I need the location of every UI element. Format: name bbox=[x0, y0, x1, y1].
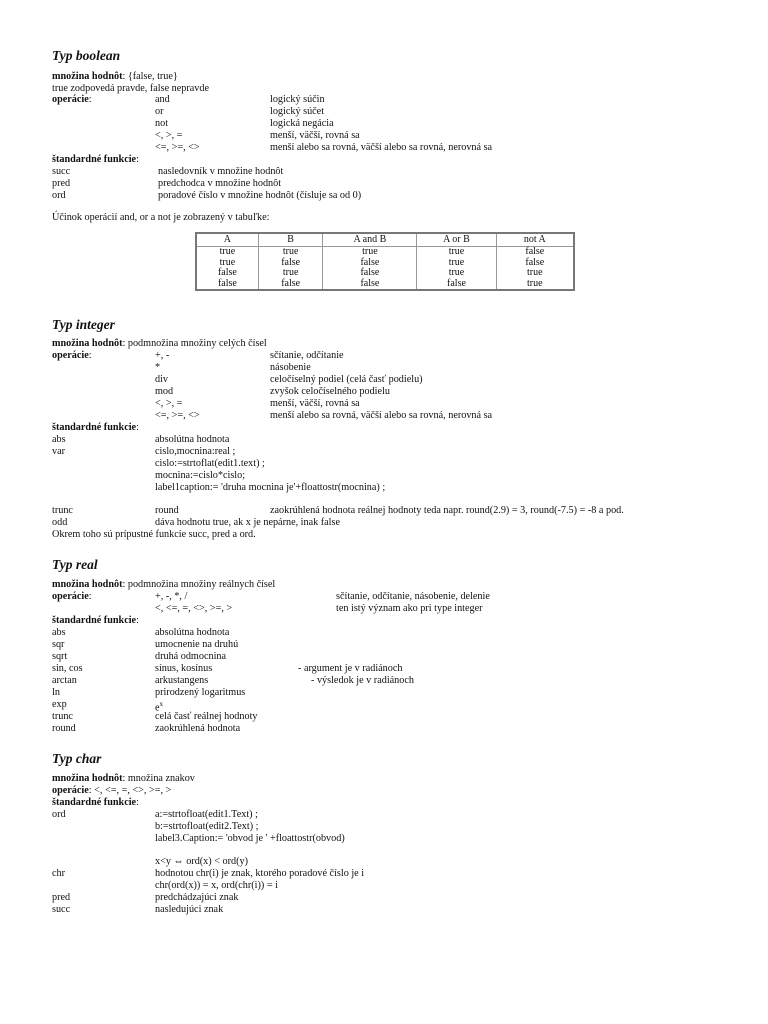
func-desc: absolútna hodnota bbox=[155, 434, 230, 445]
code-line: cislo,mocnina:real ; bbox=[155, 446, 236, 457]
table-cell: false bbox=[258, 279, 323, 291]
op-desc: zvyšok celočíselného podielu bbox=[270, 386, 390, 397]
table-cell: true bbox=[417, 258, 496, 269]
func-name: round bbox=[52, 723, 76, 734]
table-cell: false bbox=[417, 279, 496, 291]
func-desc: predchodca v množine hodnôt bbox=[158, 178, 282, 189]
boolean-title: Typ boolean bbox=[52, 48, 121, 63]
op-desc: ten istý význam ako pri type integer bbox=[336, 603, 483, 614]
table-cell: true bbox=[323, 247, 417, 258]
op-desc: logická negácia bbox=[270, 118, 334, 129]
op-name: or bbox=[155, 106, 164, 117]
table-cell: true bbox=[417, 247, 496, 258]
op-desc: sčítanie, odčítanie bbox=[270, 350, 344, 361]
op-name: and bbox=[155, 94, 170, 105]
func-name: pred bbox=[52, 178, 71, 189]
table-header: A bbox=[196, 233, 258, 247]
func-name: exp bbox=[52, 699, 67, 710]
char-title: Typ char bbox=[52, 751, 102, 766]
integer-set-line bbox=[52, 338, 267, 349]
func-name: sin, cos bbox=[52, 663, 83, 674]
exp-superscript: x bbox=[159, 700, 164, 708]
op-desc: násobenie bbox=[270, 362, 311, 373]
func-desc: hodnotou chr(i) je znak, ktorého poradové číslo je i bbox=[155, 868, 365, 879]
truth-table bbox=[195, 232, 575, 291]
func-name: var bbox=[52, 446, 66, 457]
integer-ops-label: operácie: bbox=[52, 350, 92, 361]
func-name: succ bbox=[52, 166, 71, 177]
op-name: * bbox=[155, 362, 161, 373]
func-name: trunc bbox=[52, 711, 73, 722]
table-cell: true bbox=[496, 268, 574, 279]
func-desc: umocnenie na druhú bbox=[155, 639, 239, 650]
table-cell: false bbox=[323, 258, 417, 269]
table-header-row bbox=[196, 233, 574, 247]
real-funcs-label: štandardné funkcie: bbox=[52, 615, 139, 626]
op-name: <, <=, =, <>, >=, > bbox=[155, 603, 233, 614]
table-intro: Účinok operácií and, or a not je zobrazený v tabuľke: bbox=[52, 212, 270, 223]
func-desc: poradové číslo v množine hodnôt (čísluje sa od 0) bbox=[158, 190, 362, 201]
func-name: trunc bbox=[52, 505, 73, 516]
table-cell: false bbox=[323, 279, 417, 291]
table-cell: true bbox=[496, 279, 574, 291]
func-name: arctan bbox=[52, 675, 77, 686]
func-name: abs bbox=[52, 434, 66, 445]
op-name: +, - bbox=[155, 350, 170, 361]
op-name: <, >, = bbox=[155, 130, 183, 141]
func-desc: druhá odmocnina bbox=[155, 651, 227, 662]
func-name: sqrt bbox=[52, 651, 68, 662]
func-desc: sínus, kosínus bbox=[155, 663, 213, 674]
op-desc: menší alebo sa rovná, väčší alebo sa rovná, nerovná sa bbox=[270, 410, 493, 421]
func-name: ord bbox=[52, 809, 66, 820]
char-funcs-label: štandardné funkcie: bbox=[52, 797, 139, 808]
table-cell: false bbox=[258, 258, 323, 269]
op-name: <=, >=, <> bbox=[155, 410, 200, 421]
func-desc: zaokrúhlená hodnota bbox=[155, 723, 241, 734]
func-name: odd bbox=[52, 517, 68, 528]
op-name: <=, >=, <> bbox=[155, 142, 200, 153]
func-desc: absolútna hodnota bbox=[155, 627, 230, 638]
set-value: : podmnožina množiny celých čísel bbox=[122, 338, 267, 349]
set-label: množina hodnôt bbox=[52, 338, 123, 349]
op-name: <, >, = bbox=[155, 398, 183, 409]
func-name: succ bbox=[52, 904, 71, 915]
char-ops-line: operácie: <, <=, =, <>, >=, > bbox=[52, 785, 172, 796]
integer-funcs-label: štandardné funkcie: bbox=[52, 422, 139, 433]
code-line: label3.Caption:= 'obvod je ' +floattostr(obvod) bbox=[155, 833, 345, 844]
func-desc: prirodzený logaritmus bbox=[155, 687, 246, 698]
func-name: abs bbox=[52, 627, 66, 638]
chr-rule: chr(ord(x)) = x, ord(chr(i)) = i bbox=[155, 880, 278, 891]
table-header: B bbox=[258, 233, 323, 247]
func-note: - argument je v radiánoch bbox=[298, 663, 403, 674]
code-line: cislo:=strtoflat(edit1.text) ; bbox=[155, 458, 265, 469]
set-label: množina hodnôt bbox=[52, 579, 123, 590]
op-name: mod bbox=[155, 386, 174, 397]
code-line: b:=strtofloat(edit2.Text) ; bbox=[155, 821, 259, 832]
table-cell: false bbox=[496, 247, 574, 258]
table-cell: false bbox=[496, 258, 574, 269]
table-header: A or B bbox=[417, 233, 496, 247]
set-label: množina hodnôt bbox=[52, 71, 123, 82]
func-name: ln bbox=[52, 687, 60, 698]
table-header: not A bbox=[496, 233, 574, 247]
op-name: div bbox=[155, 374, 169, 385]
func-name: ord bbox=[52, 190, 66, 201]
code-line: mocnina:=cislo*cislo; bbox=[155, 470, 246, 481]
set-value: : podmnožina množiny reálnych čísel bbox=[122, 579, 276, 590]
op-desc: menší, väčší, rovná sa bbox=[270, 398, 360, 409]
func-desc: nasledovník v množine hodnôt bbox=[158, 166, 284, 177]
table-cell: false bbox=[323, 268, 417, 279]
func-desc: nasledujúci znak bbox=[155, 904, 224, 915]
func-desc: arkustangens bbox=[155, 675, 209, 686]
func-desc: dáva hodnotu true, ak x je nepárne, inak false bbox=[155, 517, 341, 528]
op-desc: logický súčet bbox=[270, 106, 325, 117]
table-header: A and B bbox=[323, 233, 417, 247]
set-label: množina hodnôt bbox=[52, 773, 123, 784]
table-row bbox=[196, 279, 574, 291]
boolean-ops-label: operácie: bbox=[52, 94, 92, 105]
real-ops-label: operácie: bbox=[52, 591, 92, 602]
func-name: chr bbox=[52, 868, 66, 879]
table-cell: true bbox=[196, 258, 258, 269]
op-name: +, -, *, / bbox=[155, 591, 188, 602]
table-cell: false bbox=[196, 268, 258, 279]
func-name: round bbox=[155, 505, 179, 516]
table-row bbox=[196, 258, 574, 269]
func-note: - výsledok je v radiánoch bbox=[311, 675, 414, 686]
set-value: : {false, true} bbox=[122, 71, 178, 82]
op-name: not bbox=[155, 118, 169, 129]
op-desc: celočíselný podiel (celá časť podielu) bbox=[270, 374, 423, 385]
real-set-line bbox=[52, 579, 275, 590]
table-cell: true bbox=[417, 268, 496, 279]
table-row bbox=[196, 268, 574, 279]
ord-rule: x<y ⇔ ord(x) < ord(y) bbox=[155, 856, 248, 867]
func-name: sqr bbox=[52, 639, 65, 650]
code-line: a:=strtofloat(edit1.Text) ; bbox=[155, 809, 258, 820]
func-desc: zaokrúhlená hodnota reálnej hodnoty teda napr. round(2.9) = 3, round(-7.5) = -8 a pod. bbox=[270, 505, 624, 516]
set-value: : množina znakov bbox=[122, 773, 195, 784]
integer-title: Typ integer bbox=[52, 317, 115, 332]
boolean-desc: true zodpovedá pravde, false nepravde bbox=[52, 83, 209, 94]
char-set-line bbox=[52, 773, 195, 784]
boolean-set-line bbox=[52, 71, 178, 82]
op-desc: logický súčin bbox=[270, 94, 325, 105]
func-desc: $e^x$ bbox=[155, 700, 164, 714]
code-line: label1caption:= 'druha mocnina je'+floattostr(mocnina) ; bbox=[155, 482, 386, 493]
op-desc: sčítanie, odčítanie, násobenie, delenie bbox=[336, 591, 490, 602]
func-name: pred bbox=[52, 892, 71, 903]
func-desc: celá časť reálnej hodnoty bbox=[155, 711, 258, 722]
real-title: Typ real bbox=[52, 557, 98, 572]
table-row bbox=[196, 247, 574, 258]
table-cell: true bbox=[258, 268, 323, 279]
op-desc: menší, väčší, rovná sa bbox=[270, 130, 360, 141]
func-desc: predchádzajúci znak bbox=[155, 892, 239, 903]
table-cell: false bbox=[196, 279, 258, 291]
table-cell: true bbox=[258, 247, 323, 258]
integer-extra: Okrem toho sú prípustné funkcie succ, pred a ord. bbox=[52, 529, 256, 540]
boolean-funcs-label: štandardné funkcie: bbox=[52, 154, 139, 165]
table-cell: true bbox=[196, 247, 258, 258]
op-desc: menší alebo sa rovná, väčší alebo sa rovná, nerovná sa bbox=[270, 142, 493, 153]
